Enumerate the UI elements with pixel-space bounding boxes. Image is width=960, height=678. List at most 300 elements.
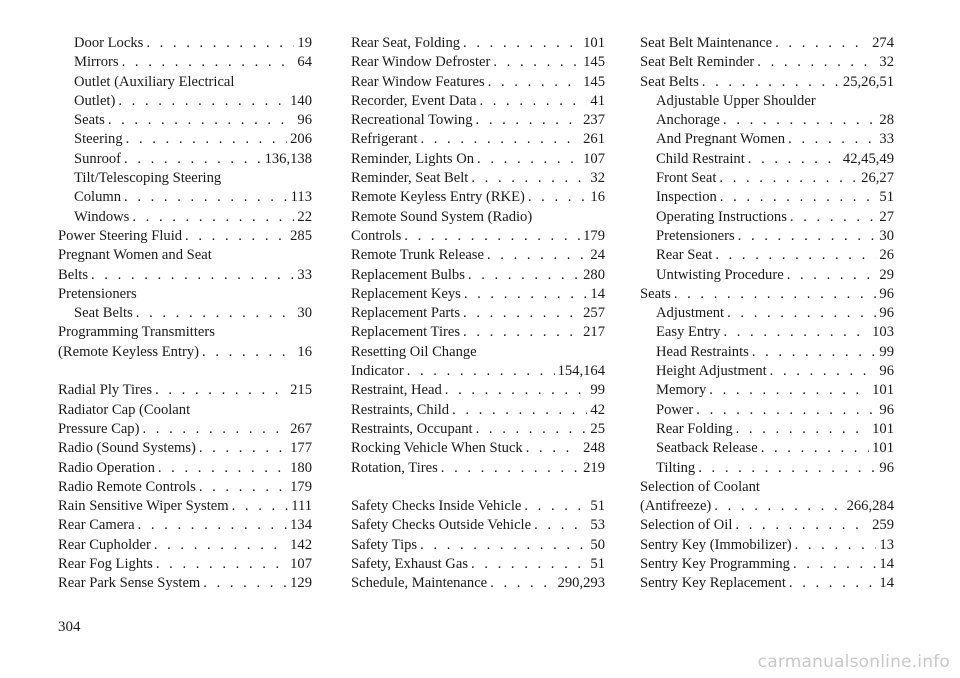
index-term: Sentry Key Replacement bbox=[640, 575, 786, 592]
index-term: Seat Belts bbox=[640, 73, 699, 90]
index-subentry bbox=[640, 92, 894, 111]
dot-leader bbox=[155, 381, 287, 400]
index-term: Seats bbox=[640, 285, 671, 302]
index-term: Resetting Oil Change bbox=[351, 343, 477, 360]
dot-leader bbox=[452, 401, 587, 420]
index-term: Safety Checks Inside Vehicle bbox=[351, 498, 522, 515]
index-page-ref: 259 bbox=[872, 517, 894, 534]
index-term: Head Restraints bbox=[656, 343, 749, 360]
index-page-ref: 179 bbox=[583, 227, 605, 244]
index-page-ref: 13 bbox=[879, 536, 894, 553]
index-entry bbox=[351, 266, 605, 285]
dot-leader bbox=[748, 150, 840, 169]
index-entry bbox=[351, 208, 605, 227]
index-entry bbox=[351, 150, 605, 169]
index-term: Windows bbox=[74, 208, 130, 225]
dot-leader bbox=[420, 536, 587, 555]
index-subentry bbox=[58, 169, 312, 188]
dot-leader bbox=[126, 130, 287, 149]
index-entry bbox=[58, 478, 312, 497]
index-entry bbox=[640, 497, 894, 516]
index-page-ref: 206 bbox=[290, 131, 312, 148]
index-term: (Antifreeze) bbox=[640, 498, 712, 515]
dot-leader bbox=[404, 227, 580, 246]
index-page-ref: 140 bbox=[290, 92, 312, 109]
index-term: Recreational Towing bbox=[351, 112, 473, 129]
index-page-ref: 26 bbox=[879, 247, 894, 264]
index-entry bbox=[351, 53, 605, 72]
index-page-ref: 22 bbox=[297, 208, 312, 225]
index-page-ref: 267 bbox=[290, 420, 312, 437]
index-entry bbox=[351, 246, 605, 265]
dot-leader bbox=[702, 73, 840, 92]
dot-leader bbox=[232, 497, 289, 516]
index-term: Safety Checks Outside Vehicle bbox=[351, 517, 532, 534]
index-term: Rear Window Defroster bbox=[351, 54, 491, 71]
index-subentry bbox=[640, 381, 894, 400]
index-term: Rear Camera bbox=[58, 517, 135, 534]
index-entry bbox=[640, 285, 894, 304]
index-entry bbox=[351, 285, 605, 304]
index-subentry bbox=[58, 73, 312, 92]
index-page-ref: 285 bbox=[290, 227, 312, 244]
index-term: Controls bbox=[351, 227, 402, 244]
index-term: Rear Window Features bbox=[351, 73, 485, 90]
index-subentry bbox=[640, 266, 894, 285]
index-page-ref: 33 bbox=[297, 266, 312, 283]
index-entry bbox=[58, 285, 312, 304]
index-term: Pretensioners bbox=[58, 285, 137, 302]
index-term: Rear Seat bbox=[656, 247, 713, 264]
index-subentry bbox=[640, 401, 894, 420]
dot-leader bbox=[674, 285, 877, 304]
dot-leader bbox=[185, 227, 287, 246]
index-subentry bbox=[58, 208, 312, 227]
dot-leader bbox=[719, 169, 858, 188]
index-term: Adjustment bbox=[656, 305, 725, 322]
index-subentry bbox=[640, 343, 894, 362]
index-page-ref: 107 bbox=[583, 150, 605, 167]
index-subentry bbox=[58, 53, 312, 72]
dot-leader bbox=[202, 343, 294, 362]
index-term: Replacement Keys bbox=[351, 285, 461, 302]
index-term: Belts bbox=[58, 266, 88, 283]
index-page-ref: 154,164 bbox=[557, 363, 605, 380]
index-page-ref: 51 bbox=[590, 556, 605, 573]
dot-leader bbox=[709, 381, 869, 400]
index-page-ref: 101 bbox=[872, 420, 894, 437]
index-entry bbox=[640, 73, 894, 92]
index-column-1 bbox=[58, 34, 312, 594]
index-page-ref: 33 bbox=[879, 131, 894, 148]
index-page-ref: 50 bbox=[590, 536, 605, 553]
index-subentry bbox=[640, 459, 894, 478]
index-term: Rear Park Sense System bbox=[58, 575, 201, 592]
index-term: Seatback Release bbox=[656, 440, 758, 457]
index-page-ref: 261 bbox=[583, 131, 605, 148]
index-term: Tilt/Telescoping Steering bbox=[74, 170, 222, 187]
dot-leader bbox=[158, 459, 287, 478]
index-term: Refrigerant bbox=[351, 131, 418, 148]
index-entry bbox=[351, 574, 605, 593]
dot-leader bbox=[775, 34, 869, 53]
dot-leader bbox=[793, 555, 876, 574]
index-entry bbox=[351, 459, 605, 478]
index-page-ref: 103 bbox=[872, 324, 894, 341]
index-term: Radiator Cap (Coolant bbox=[58, 401, 191, 418]
index-entry bbox=[58, 323, 312, 342]
index-entry bbox=[351, 73, 605, 92]
dot-leader bbox=[463, 323, 580, 342]
index-entry bbox=[58, 343, 312, 362]
index-page-ref: 96 bbox=[879, 305, 894, 322]
index-term: Schedule, Maintenance bbox=[351, 575, 488, 592]
index-term: Seats bbox=[74, 112, 105, 129]
dot-leader bbox=[132, 208, 294, 227]
index-column-3 bbox=[640, 34, 894, 594]
dot-leader bbox=[91, 266, 294, 285]
index-page-ref: 96 bbox=[879, 285, 894, 302]
dot-leader bbox=[441, 459, 580, 478]
dot-leader bbox=[752, 343, 877, 362]
dot-leader bbox=[696, 401, 876, 420]
index-term: Remote Keyless Entry (RKE) bbox=[351, 189, 525, 206]
index-entry bbox=[58, 574, 312, 593]
index-term: Safety, Exhaust Gas bbox=[351, 556, 468, 573]
index-term: Child Restraint bbox=[656, 150, 745, 167]
index-term: Selection of Oil bbox=[640, 517, 733, 534]
index-term: Pregnant Women and Seat bbox=[58, 247, 212, 264]
index-entry bbox=[351, 401, 605, 420]
index-page-ref: 111 bbox=[291, 498, 312, 515]
index-subentry bbox=[640, 362, 894, 381]
watermark: carmanualsonline.info bbox=[757, 652, 950, 672]
dot-leader bbox=[526, 439, 580, 458]
index-page-ref: 24 bbox=[590, 247, 605, 264]
index-page-ref: 237 bbox=[583, 112, 605, 129]
index-page-ref: 96 bbox=[879, 459, 894, 476]
index-page-ref: 179 bbox=[290, 478, 312, 495]
index-term: Replacement Bulbs bbox=[351, 266, 465, 283]
index-column-2 bbox=[351, 34, 605, 594]
index-term: Pretensioners bbox=[656, 227, 735, 244]
dot-leader bbox=[122, 53, 295, 72]
dot-leader bbox=[736, 420, 869, 439]
index-term: Sentry Key (Immobilizer) bbox=[640, 536, 792, 553]
dot-leader bbox=[146, 34, 294, 53]
index-term: Front Seat bbox=[656, 170, 717, 187]
index-term: Power bbox=[656, 401, 694, 418]
dot-leader bbox=[770, 362, 877, 381]
index-entry bbox=[351, 536, 605, 555]
dot-leader bbox=[124, 188, 288, 207]
dot-leader bbox=[471, 555, 587, 574]
index-subentry bbox=[640, 169, 894, 188]
dot-leader bbox=[471, 169, 587, 188]
dot-leader bbox=[787, 266, 877, 285]
index-term: Selection of Coolant bbox=[640, 478, 760, 495]
dot-leader bbox=[723, 323, 869, 342]
dot-leader bbox=[789, 574, 877, 593]
index-subentry bbox=[640, 227, 894, 246]
index-term: Adjustable Upper Shoulder bbox=[656, 92, 816, 109]
index-page-ref: 42 bbox=[590, 401, 605, 418]
index-term: Sunroof bbox=[74, 150, 122, 167]
section-gap bbox=[351, 478, 605, 497]
index-term: Rain Sensitive Wiper System bbox=[58, 498, 229, 515]
index-entry bbox=[58, 516, 312, 535]
dot-leader bbox=[124, 150, 262, 169]
dot-leader bbox=[761, 439, 869, 458]
index-page-ref: 99 bbox=[879, 343, 894, 360]
index-page-ref: 266,284 bbox=[846, 498, 894, 515]
dot-leader bbox=[720, 188, 877, 207]
dot-leader bbox=[199, 439, 287, 458]
index-term: Rear Folding bbox=[656, 420, 733, 437]
index-page-ref: 177 bbox=[290, 440, 312, 457]
index-page-ref: 30 bbox=[297, 305, 312, 322]
index-subentry bbox=[640, 246, 894, 265]
index-subentry bbox=[58, 150, 312, 169]
index-entry bbox=[351, 323, 605, 342]
index-page-ref: 129 bbox=[290, 575, 312, 592]
index-page-ref: 25,26,51 bbox=[842, 73, 894, 90]
index-term: Rear Cupholder bbox=[58, 536, 151, 553]
index-page-ref: 53 bbox=[590, 517, 605, 534]
index-term: Memory bbox=[656, 382, 707, 399]
index-page-ref: 51 bbox=[590, 498, 605, 515]
dot-leader bbox=[788, 130, 876, 149]
page-number: 304 bbox=[58, 619, 81, 635]
index-page-ref: 14 bbox=[879, 575, 894, 592]
index-subentry bbox=[640, 150, 894, 169]
index-term: Replacement Tires bbox=[351, 324, 461, 341]
dot-leader bbox=[420, 130, 580, 149]
index-term: Rocking Vehicle When Stuck bbox=[351, 440, 523, 457]
index-subentry bbox=[640, 439, 894, 458]
index-term: Inspection bbox=[656, 189, 717, 206]
index-term: Radio (Sound Systems) bbox=[58, 440, 196, 457]
index-subentry bbox=[640, 111, 894, 130]
index-term: (Remote Keyless Entry) bbox=[58, 343, 200, 360]
index-page-ref: 290,293 bbox=[557, 575, 605, 592]
dot-leader bbox=[477, 150, 580, 169]
index-term: Seat Belt Maintenance bbox=[640, 35, 773, 51]
index-entry bbox=[640, 53, 894, 72]
index-page-ref: 274 bbox=[872, 35, 894, 51]
section-gap bbox=[58, 362, 312, 381]
dot-leader bbox=[528, 188, 588, 207]
index-entry bbox=[58, 536, 312, 555]
index-term: Easy Entry bbox=[656, 324, 721, 341]
index-term: Reminder, Seat Belt bbox=[351, 170, 469, 187]
index-entry bbox=[351, 169, 605, 188]
index-page-ref: 101 bbox=[872, 440, 894, 457]
index-term: Reminder, Lights On bbox=[351, 150, 475, 167]
dot-leader bbox=[199, 478, 287, 497]
index-entry bbox=[351, 304, 605, 323]
index-term: Recorder, Event Data bbox=[351, 92, 477, 109]
dot-leader bbox=[493, 53, 580, 72]
dot-leader bbox=[790, 208, 876, 227]
dot-leader bbox=[138, 516, 288, 535]
index-page-ref: 113 bbox=[290, 189, 312, 206]
index-term: Radio Remote Controls bbox=[58, 478, 196, 495]
index-term: Restraints, Child bbox=[351, 401, 450, 418]
index-entry bbox=[58, 227, 312, 246]
index-entry bbox=[351, 420, 605, 439]
index-term: Untwisting Procedure bbox=[656, 266, 784, 283]
index-page-ref: 41 bbox=[590, 92, 605, 109]
index-page-ref: 134 bbox=[290, 517, 312, 534]
index-subentry bbox=[640, 188, 894, 207]
index-page-ref: 29 bbox=[879, 266, 894, 283]
index-subentry bbox=[58, 111, 312, 130]
index-entry bbox=[640, 555, 894, 574]
index-term: Restraints, Occupant bbox=[351, 420, 473, 437]
index-page-ref: 101 bbox=[583, 35, 605, 51]
index-term: Door Locks bbox=[74, 35, 144, 51]
index-entry bbox=[640, 536, 894, 555]
index-page-ref: 42,45,49 bbox=[842, 150, 894, 167]
index-entry bbox=[351, 130, 605, 149]
dot-leader bbox=[468, 266, 580, 285]
dot-leader bbox=[464, 285, 588, 304]
index-term: Anchorage bbox=[656, 112, 721, 129]
index-entry bbox=[58, 497, 312, 516]
dot-leader bbox=[738, 227, 877, 246]
index-term: Outlet (Auxiliary Electrical bbox=[74, 73, 235, 90]
index-page-ref: 280 bbox=[583, 266, 605, 283]
index-term: Steering bbox=[74, 131, 123, 148]
dot-leader bbox=[490, 574, 554, 593]
dot-leader bbox=[156, 555, 287, 574]
index-entry bbox=[351, 555, 605, 574]
index-term: Rear Fog Lights bbox=[58, 556, 153, 573]
dot-leader bbox=[488, 73, 580, 92]
index-subentry bbox=[640, 304, 894, 323]
index-page-ref: 30 bbox=[879, 227, 894, 244]
index-entry bbox=[58, 381, 312, 400]
index-subentry bbox=[58, 130, 312, 149]
index-entry bbox=[640, 34, 894, 53]
index-page-ref: 142 bbox=[290, 536, 312, 553]
index-page-ref: 96 bbox=[297, 112, 312, 129]
index-page-ref: 219 bbox=[583, 459, 605, 476]
index-entry bbox=[351, 497, 605, 516]
index-term: Power Steering Fluid bbox=[58, 227, 183, 244]
index-term: Radio Operation bbox=[58, 459, 155, 476]
dot-leader bbox=[735, 516, 869, 535]
dot-leader bbox=[534, 516, 587, 535]
index-page-ref: 99 bbox=[590, 382, 605, 399]
index-page-ref: 215 bbox=[290, 382, 312, 399]
dot-leader bbox=[795, 536, 877, 555]
index-page-ref: 180 bbox=[290, 459, 312, 476]
index-term: And Pregnant Women bbox=[656, 131, 786, 148]
index-entry bbox=[58, 266, 312, 285]
index-page-ref: 96 bbox=[879, 401, 894, 418]
index-page-ref: 32 bbox=[590, 170, 605, 187]
index-entry bbox=[58, 555, 312, 574]
index-entry bbox=[58, 459, 312, 478]
index-subentry bbox=[640, 323, 894, 342]
dot-leader bbox=[723, 111, 876, 130]
index-entry bbox=[351, 439, 605, 458]
index-page-ref: 25 bbox=[590, 420, 605, 437]
dot-leader bbox=[203, 574, 287, 593]
index-page-ref: 136,138 bbox=[264, 150, 312, 167]
dot-leader bbox=[757, 53, 876, 72]
index-term: Remote Trunk Release bbox=[351, 247, 484, 264]
dot-leader bbox=[108, 111, 295, 130]
index-page-ref: 64 bbox=[297, 54, 312, 71]
index-subentry bbox=[640, 130, 894, 149]
index-page-ref: 145 bbox=[583, 54, 605, 71]
index-entry bbox=[351, 381, 605, 400]
index-term: Remote Sound System (Radio) bbox=[351, 208, 533, 225]
dot-leader bbox=[118, 92, 287, 111]
index-term: Outlet) bbox=[74, 92, 116, 109]
dot-leader bbox=[142, 420, 287, 439]
index-entry bbox=[351, 188, 605, 207]
index-subentry bbox=[58, 188, 312, 207]
index-entry bbox=[58, 439, 312, 458]
index-entry bbox=[351, 92, 605, 111]
index-entry bbox=[351, 362, 605, 381]
index-page-ref: 16 bbox=[297, 343, 312, 360]
index-subentry bbox=[640, 208, 894, 227]
index-page-ref: 32 bbox=[879, 54, 894, 71]
index-entry bbox=[640, 478, 894, 497]
index-page-ref: 14 bbox=[879, 556, 894, 573]
index-term: Replacement Parts bbox=[351, 305, 461, 322]
index-term: Tilting bbox=[656, 459, 696, 476]
index-term: Restraint, Head bbox=[351, 382, 442, 399]
index-term: Rotation, Tires bbox=[351, 459, 438, 476]
index-term: Seat Belts bbox=[74, 305, 133, 322]
index-page-ref: 26,27 bbox=[861, 170, 894, 187]
index-page-ref: 217 bbox=[583, 324, 605, 341]
dot-leader bbox=[524, 497, 587, 516]
index-subentry bbox=[58, 304, 312, 323]
dot-leader bbox=[727, 304, 876, 323]
index-page-ref: 51 bbox=[879, 189, 894, 206]
index-entry bbox=[351, 111, 605, 130]
index-page-ref: 145 bbox=[583, 73, 605, 90]
dot-leader bbox=[476, 420, 588, 439]
index-entry bbox=[58, 246, 312, 265]
index-term: Pressure Cap) bbox=[58, 420, 140, 437]
index-term: Operating Instructions bbox=[656, 208, 787, 225]
index-term: Indicator bbox=[351, 363, 404, 380]
dot-leader bbox=[463, 304, 580, 323]
index-page-ref: 248 bbox=[583, 440, 605, 457]
dot-leader bbox=[445, 381, 588, 400]
dot-leader bbox=[136, 304, 295, 323]
index-term: Mirrors bbox=[74, 54, 119, 71]
index-page-ref: 16 bbox=[590, 189, 605, 206]
index-term: Sentry Key Programming bbox=[640, 556, 790, 573]
index-page-ref: 96 bbox=[879, 363, 894, 380]
index-page-ref: 14 bbox=[590, 285, 605, 302]
index-term: Programming Transmitters bbox=[58, 324, 215, 341]
index-entry bbox=[58, 420, 312, 439]
index-entry bbox=[640, 516, 894, 535]
dot-leader bbox=[407, 362, 555, 381]
index-entry bbox=[351, 227, 605, 246]
index-page-ref: 27 bbox=[879, 208, 894, 225]
